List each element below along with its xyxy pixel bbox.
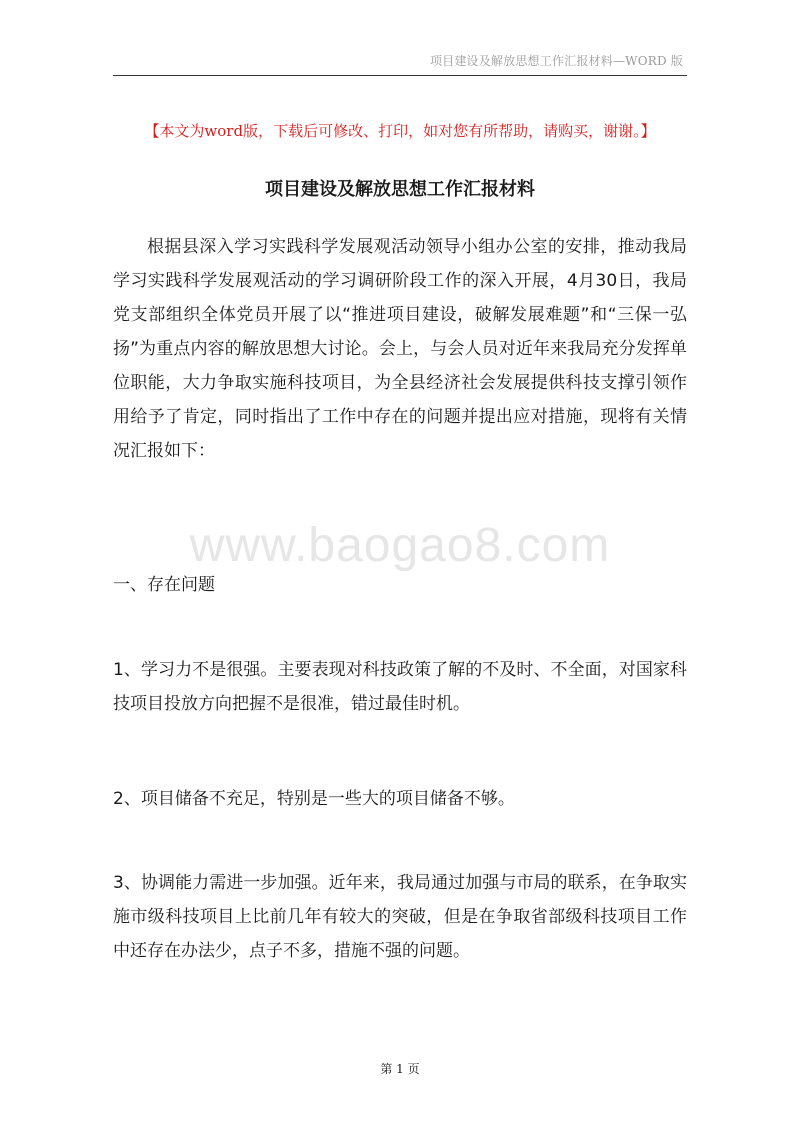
header-divider bbox=[113, 75, 687, 76]
running-header: 项目建设及解放思想工作汇报材料—WORD 版 bbox=[429, 54, 683, 68]
list-item: 1、学习力不是很强。主要表现对科技政策了解的不及时、不全面，对国家科技项目投放方向把握不是很准，错过最佳时机。 bbox=[113, 660, 687, 714]
list-item: 3、协调能力需进一步加强。近年来，我局通过加强与市局的联系，在争取实施市级科技项目上比前几年有较大的突破，但是在争取省部级科技项目工作中还存在办法少，点子不多，措施不强的问题。 bbox=[113, 873, 687, 961]
purchase-notice: 【本文为word版，下载后可修改、打印，如对您有所帮助，请购买，谢谢。】 bbox=[144, 122, 656, 140]
list-item: 2、项目储备不充足，特别是一些大的项目储备不够。 bbox=[113, 789, 515, 809]
intro-paragraph: 根据县深入学习实践科学发展观活动领导小组办公室的安排，推动我局学习实践科学发展观活动的学习调研阶段工作的深入开展，4月30日，我局党支部组织全体党员开展了以“推进项目建设，破解发展难题”和“三保一弘扬”为重点内容的解放思想大讨论。会上，与会人员对近年来我局充分发挥单位职能，大力争取实施科技项目，为全县经济社会发展提供科技支撑引领作用给予了肯定，同时指出了工作中存在的问题并提出应对措施，现将有关情况汇报如下： bbox=[113, 237, 687, 461]
page-number: 第 1 页 bbox=[380, 1062, 420, 1076]
document-title: 项目建设及解放思想工作汇报材料 bbox=[265, 179, 535, 200]
section-heading: 一、存在问题 bbox=[113, 575, 215, 595]
watermark: www.baogao8.com bbox=[189, 519, 611, 572]
